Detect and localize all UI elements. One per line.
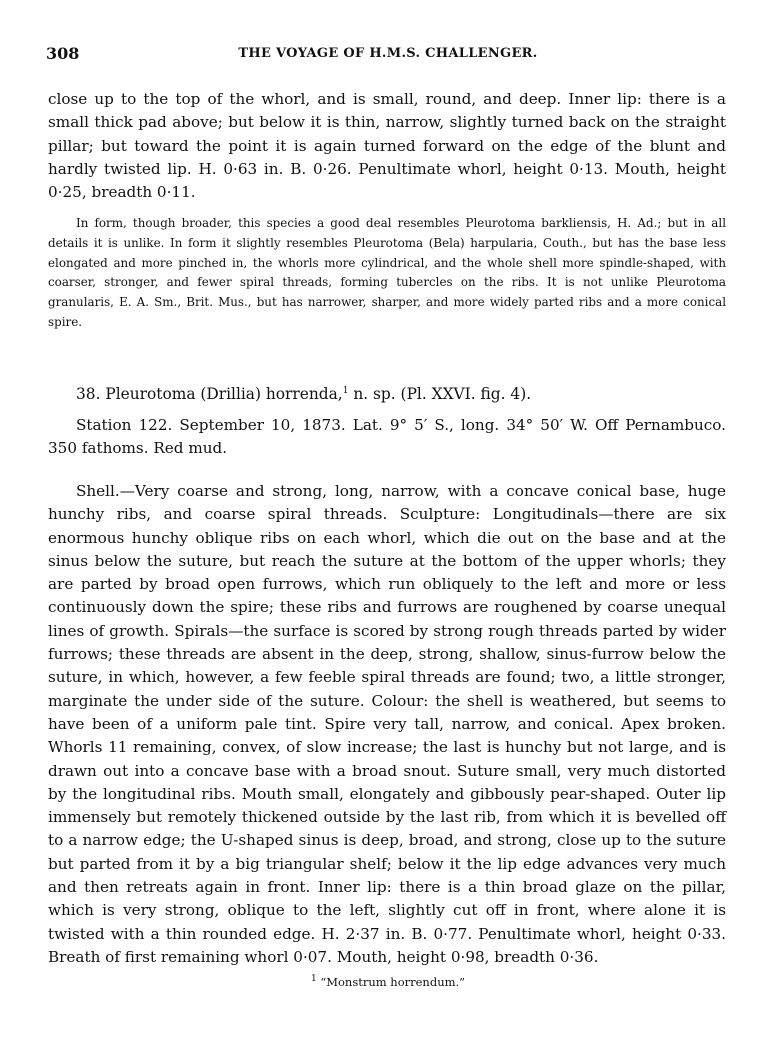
species-heading-block	[48, 382, 726, 406]
page-header	[46, 44, 730, 68]
description-block	[48, 480, 726, 969]
station-paragraph: Station 122. September 10, 1873. Lat. 9° 5′ S., long. 34° 50′ W. Off Pernambuco. 350 fathoms. Red mud.	[48, 416, 726, 458]
footnote	[0, 975, 776, 989]
continuation-block	[48, 88, 726, 204]
remarks-paragraph: In form, though broader, this species a good deal resembles Pleurotoma barkliensis, H. Ad.; but in all details it is unlike. In form it slightly resembles Pleurotoma (Bela) harpularia, Couth., but has the base less elongated and more pinched in, the whorls more cylindrical, and the whole shell more spindle-shaped, with coarser, stronger, and fewer spiral threads, forming tubercles on the ribs. It is not unlike Pleurotoma granularis, E. A. Sm., Brit. Mus., but has narrower, sharper, and more widely parted ribs and a more conical spire.	[48, 216, 726, 329]
footnote-marker: 1	[310, 974, 317, 985]
footnote-ref: 1	[342, 385, 349, 396]
remarks-block	[48, 214, 726, 333]
species-heading-tail: n. sp. (Pl. XXVI. fig. 4).	[348, 385, 532, 403]
description-paragraph: Shell.—Very coarse and strong, long, narrow, with a concave conical base, huge hunchy ribs, and coarse spiral threads. Sculpture: Longitudinals—there are six enormous hunchy oblique ribs on each whorl, which die out on the base and at the sinus below the suture, but reach the suture at the bottom of the upper whorls; they are parted by broad open furrows, which run obliquely to the left and more or less continuously down the spire; these ribs and furrows are roughened by coarse unequal lines of growth. Spirals—the surface is scored by strong rough threads parted by wider furrows; these threads are absent in the deep, strong, shallow, sinus-furrow below the suture, in which, however, a few feeble spiral threads are found; two, a little stronger, marginate the under side of the suture. Colour: the shell is weathered, but seems to have been of a uniform pale tint. Spire very tall, narrow, and conical. Apex broken. Whorls 11 remaining, convex, of slow increase; the last is hunchy but not large, and is drawn out into a concave base with a broad snout. Suture small, very much distorted by the longitudinal ribs. Mouth small, elongately and gibbously pear-shaped. Outer lip immensely but remotely thickened outside by the last rib, from which it is bevelled off to a narrow edge; the U-shaped sinus is deep, broad, and strong, close up to the suture but parted from it by a big triangular shelf; below it the lip edge advances very much and then retreats again in front. Inner lip: there is a thin broad glaze on the pillar, which is very strong, oblique to the left, slightly cut off in front, where alone it is twisted with a thin rounded edge. H. 2·37 in. B. 0·77. Penultimate whorl, height 0·33. Breath of first remaining whorl 0·07. Mouth, height 0·98, breadth 0·36.	[48, 482, 726, 966]
continuation-paragraph: close up to the top of the whorl, and is small, round, and deep. Inner lip: there is a small thick pad above; but below it is thin, narrow, slightly turned back on the straight pillar; but toward the point it is again turned forward on the edge of the blunt and hardly twisted lip. H. 0·63 in. B. 0·26. Penultimate whorl, height 0·13. Mouth, height 0·25, breadth 0·11.	[48, 90, 726, 202]
page-number: 308	[46, 44, 80, 63]
station-block	[48, 414, 726, 461]
species-heading	[48, 382, 726, 406]
running-head: THE VOYAGE OF H.M.S. CHALLENGER.	[238, 46, 538, 61]
species-heading-text: 38. Pleurotoma (Drillia) horrenda,	[76, 385, 343, 403]
footnote-text: “Monstrum horrendum.”	[320, 975, 466, 989]
